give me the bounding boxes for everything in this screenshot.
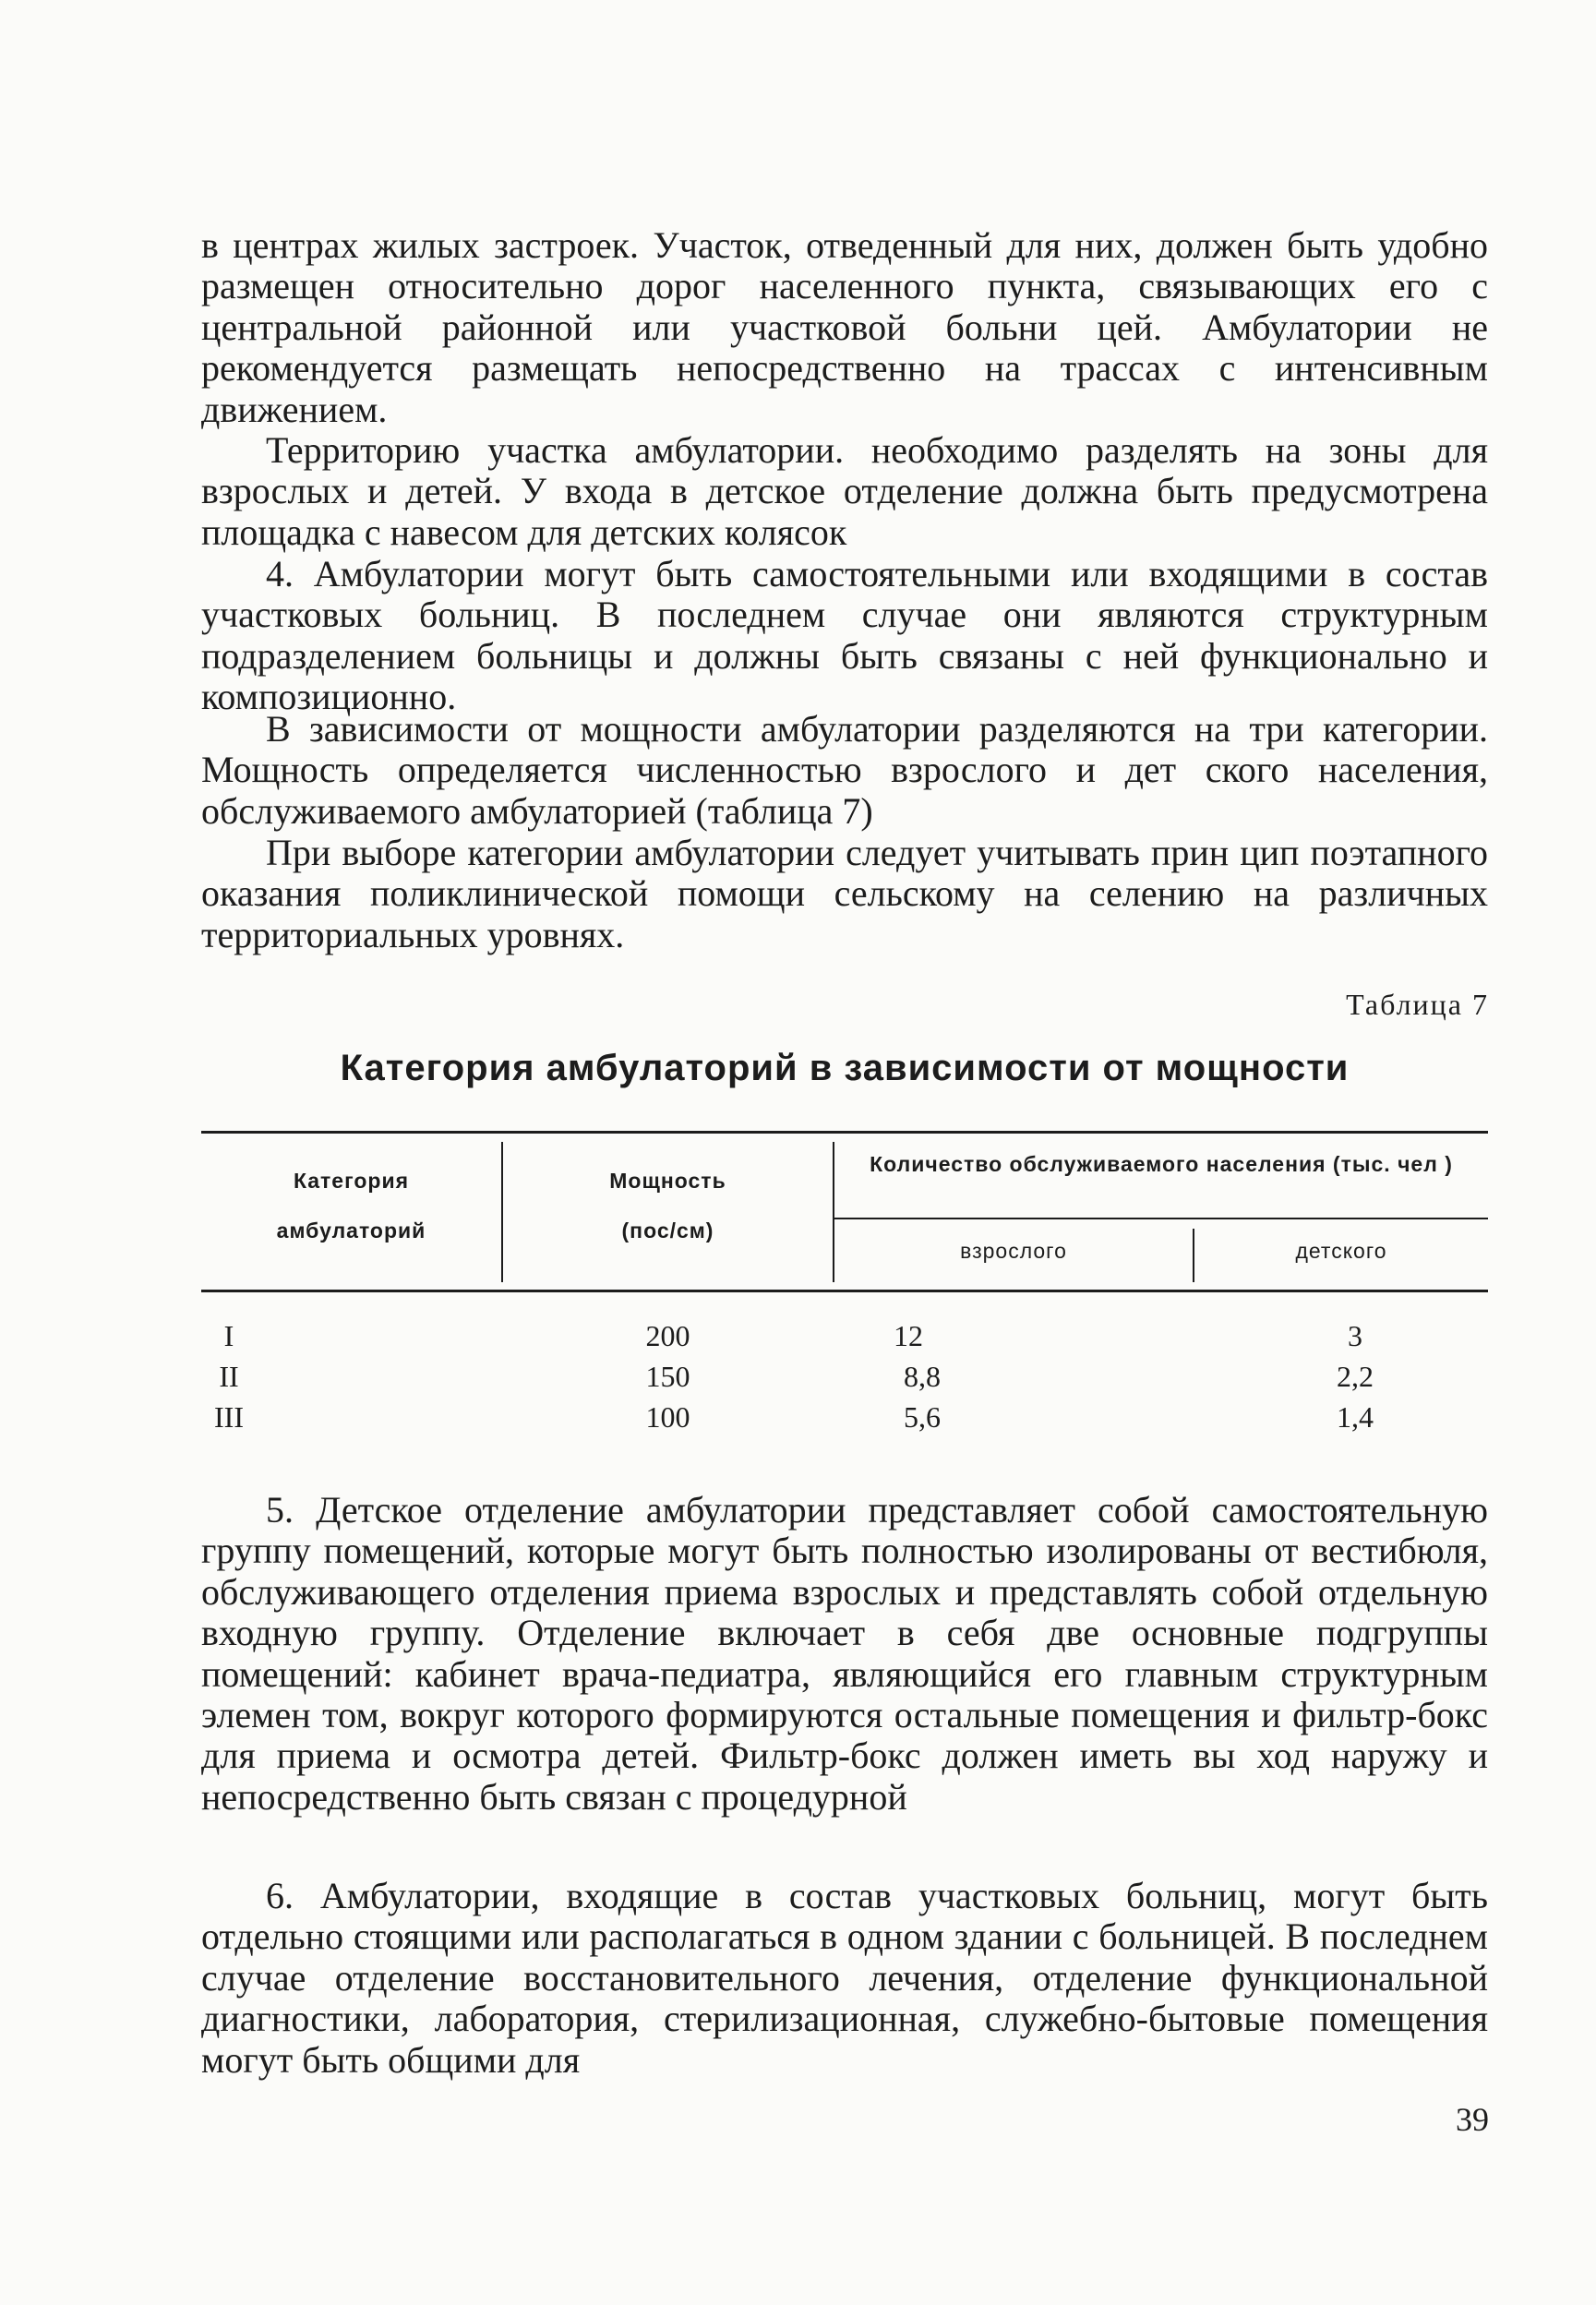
cell-adult: 12 [894, 1319, 923, 1352]
cell-capacity: 100 [645, 1400, 690, 1434]
paragraph-2: Территорию участка амбулатории. необходимо разделять на зоны для взрослых и детей. У входа в детское отделение должна быть предусмотрена площадка с навесом для детских колясок [201, 429, 1488, 553]
header-population-group: Количество обслуживаемого населения (тыс. чел ) [870, 1152, 1453, 1176]
table-top-rule [201, 1131, 1488, 1134]
cell-child: 1,4 [1337, 1400, 1374, 1434]
table-header-bottom-rule [201, 1290, 1488, 1292]
cell-adult: 5,6 [904, 1400, 941, 1434]
paragraph-7: 6. Амбулатории, входящие в состав участковых больниц, могут быть отдельно стоящими или располагаться в одном здании с больницей. В последнем случае отделение восстановительного лечения, отделение функциональной диагностики, лаборатория, стерилизационная, служебно-бытовые помещения могут быть общими для [201, 1875, 1488, 2081]
paragraph-4: В зависимости от мощности амбулатории разделяются на три категории. Мощность определяется численностью взрослого и дет ского населения, обслуживаемого амбулаторией (таблица 7) [201, 708, 1488, 832]
paragraph-1: в центрах жилых застроек. Участок, отведенный для них, должен быть удобно размещен относительно дорог населенного пункта, связывающих его с центральной районной или участковой больни цей. Амбулатории не рекомендуется размещать непосредственно на трассах с интенсивным движением. [201, 224, 1488, 430]
cell-category: III [214, 1400, 244, 1434]
paragraph-5: При выборе категории амбулатории следует учитывать прин цип поэтапного оказания поликлинической помощи сельскому на селению на различных территориальных уровнях. [201, 832, 1488, 955]
table-title: Категория амбулаторий в зависимости от мощности [340, 1048, 1350, 1088]
table-label: Таблица 7 [1346, 988, 1489, 1021]
paragraph-3: 4. Амбулатории могут быть самостоятельными или входящими в состав участковых больниц. В последнем случае они являются структурным подразделением больницы и должны быть связаны с ней функционально и композиционно. [201, 553, 1488, 718]
cell-child: 3 [1348, 1319, 1362, 1352]
cell-category: I [223, 1319, 234, 1352]
header-capacity: Мощность (пос/см) [609, 1169, 726, 1243]
paragraph-6: 5. Детское отделение амбулатории представляет собой самостоятельную группу помещений, которые могут быть полностью изолированы от вестибюля, обслуживающего отделения приема взрослых и представлять собой отдельную входную группу. Отделение включает в себя две основные подгруппы помещений: кабинет врача-педиатра, являющийся его главным структурным элемен том, вокруг которого формируются остальные помещения и фильтр-бокс для приема и осмотра детей. Фильтр-бокс должен иметь вы ход наружу и непосредственно быть связан с процедурной [201, 1489, 1488, 1818]
cell-category: II [219, 1360, 239, 1393]
header-adult: взрослого [960, 1239, 1067, 1263]
cell-capacity: 150 [645, 1360, 690, 1393]
header-category: Категория амбулаторий [276, 1169, 426, 1243]
header-child: детского [1295, 1239, 1387, 1263]
cell-adult: 8,8 [904, 1360, 941, 1393]
cell-capacity: 200 [645, 1319, 690, 1352]
cell-child: 2,2 [1337, 1360, 1374, 1393]
table-group-rule [833, 1218, 1488, 1219]
page-number: 39 [1456, 2101, 1489, 2138]
